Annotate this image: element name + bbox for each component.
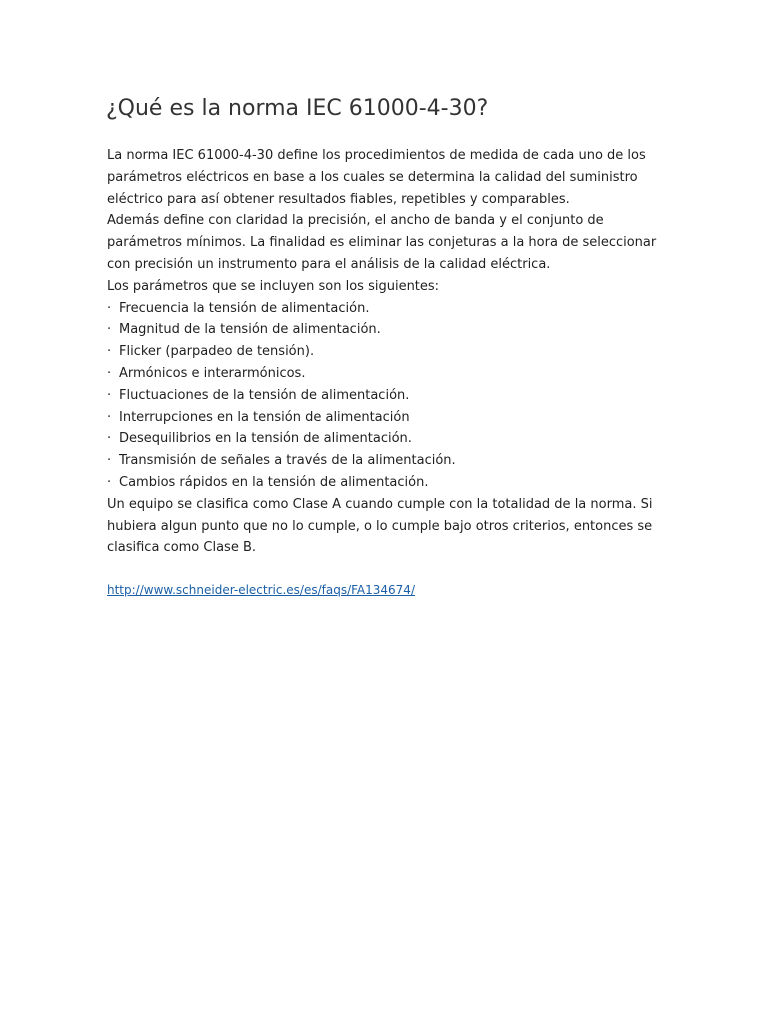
bullet-glyph: · [107, 365, 112, 381]
list-item-text: Cambios rápidos en la tensión de alimentación. [119, 474, 429, 490]
bullet-glyph: · [107, 322, 112, 338]
list-item-text: Magnitud de la tensión de alimentación. [119, 322, 381, 338]
paragraph-3-line: clasifica como Clase B. [107, 540, 257, 556]
paragraph-3-line: Un equipo se clasifica como Clase A cuando cumple con la totalidad de la norma. Si [107, 496, 653, 512]
list-item-text: Armónicos e interarmónicos. [119, 365, 306, 381]
list-item-text: Interrupciones en la tensión de alimentación [119, 409, 410, 425]
list-item [107, 319, 667, 341]
list-item [107, 450, 667, 472]
paragraph-1-line: eléctrico para así obtener resultados fiables, repetibles y comparables. [107, 191, 570, 207]
list-intro: Los parámetros que se incluyen son los siguientes: [107, 278, 440, 294]
bullet-glyph: · [107, 453, 112, 469]
list-item [107, 298, 667, 320]
paragraph-3-line: hubiera algun punto que no lo cumple, o lo cumple bajo otros criterios, entonces se [107, 518, 653, 534]
paragraph-1-line: La norma IEC 61000-4-30 define los procedimientos de medida de cada uno de los [107, 148, 646, 163]
paragraph-2-line: parámetros mínimos. La finalidad es eliminar las conjeturas a la hora de seleccionar [107, 235, 657, 251]
list-item-text: Fluctuaciones de la tensión de alimentación. [119, 387, 410, 403]
bullet-glyph: · [107, 431, 112, 447]
page-title: ¿Qué es la norma IEC 61000-4-30? [106, 96, 489, 121]
source-link[interactable]: http://www.schneider-electric.es/es/faqs/FA134674/ [107, 583, 415, 597]
list-item [107, 472, 667, 494]
bullet-glyph: · [107, 387, 112, 403]
list-item [107, 363, 667, 385]
list-item-text: Transmisión de señales a través de la alimentación. [119, 453, 456, 469]
bullet-glyph: · [107, 474, 112, 490]
list-item [107, 407, 667, 429]
paragraph-2-line: Además define con claridad la precisión, el ancho de banda y el conjunto de [107, 213, 604, 229]
list-item [107, 341, 667, 363]
paragraph-1-line: parámetros eléctricos en base a los cuales se determina la calidad del suministro [107, 169, 638, 185]
list-item [107, 428, 667, 450]
bullet-glyph: · [107, 300, 112, 316]
list-item-text: Desequilibrios en la tensión de alimentación. [119, 431, 412, 447]
paragraph-2-line: con precisión un instrumento para el análisis de la calidad eléctrica. [107, 256, 551, 272]
list-item [107, 385, 667, 407]
document-body [107, 145, 667, 559]
bullet-glyph: · [107, 409, 112, 425]
bullet-glyph: · [107, 344, 112, 360]
list-item-text: Flicker (parpadeo de tensión). [119, 344, 315, 360]
list-item-text: Frecuencia la tensión de alimentación. [119, 300, 370, 316]
